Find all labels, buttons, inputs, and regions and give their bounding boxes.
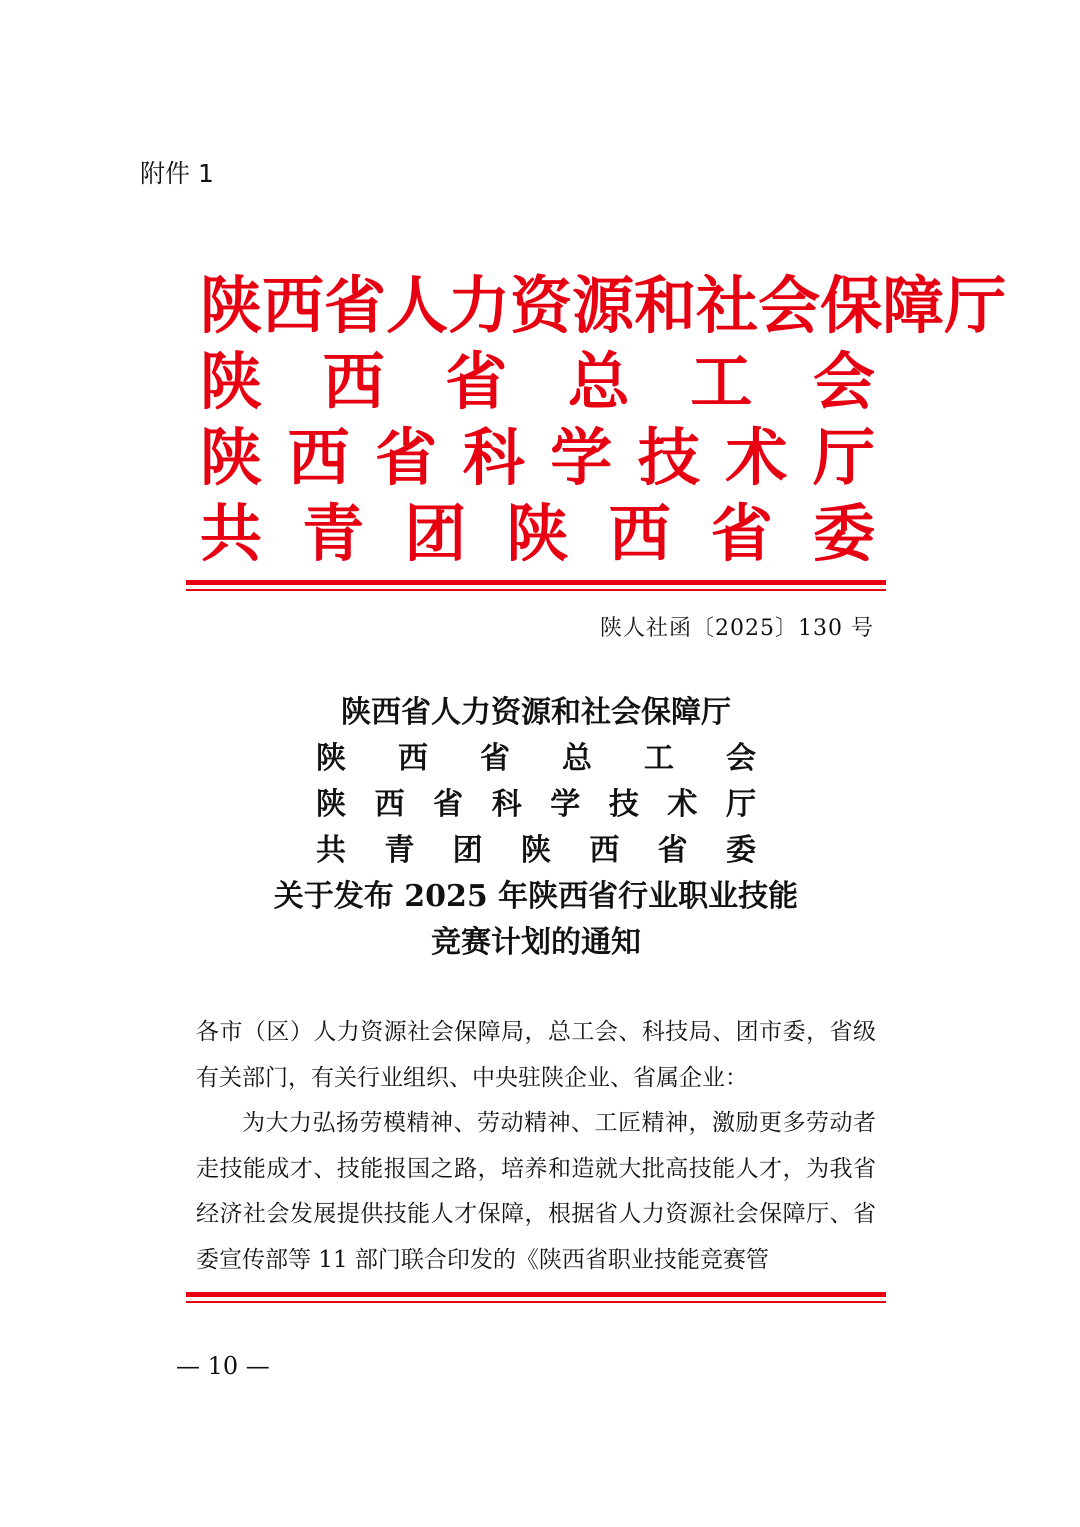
header-char: 厅 <box>812 421 875 494</box>
header-char: 工 <box>690 345 753 418</box>
body-paragraph: 为大力弘扬劳模精神、劳动精神、工匠精神，激励更多劳动者走技能成才、技能报国之路，培养和造就大批高技能人才，为我省经济社会发展提供技能人才保障，根据省人力资源社会保障厅、省委宣传部等 11 部门联合印发的《陕西省职业技能竞赛管 <box>196 1110 876 1273</box>
header-char: 陕 <box>200 345 263 418</box>
title-char: 陕 <box>316 741 346 776</box>
footer-divider-thin <box>186 1301 886 1303</box>
title-char: 西 <box>589 833 620 868</box>
title-char: 技 <box>608 787 639 822</box>
title-org-line <box>316 736 756 782</box>
header-char: 西 <box>608 497 671 570</box>
page-number: — 10 — <box>176 1352 270 1380</box>
header-char: 西 <box>287 421 350 494</box>
header-org-science <box>200 420 875 496</box>
header-char: 陕 <box>506 497 569 570</box>
document-number: 陕人社函〔2025〕130 号 <box>600 616 874 641</box>
title-subject-line: 竞赛计划的通知 <box>431 925 641 960</box>
header-char: 共 <box>200 497 263 570</box>
header-char: 科 <box>462 421 525 494</box>
title-char: 学 <box>550 787 581 822</box>
header-char: 资 <box>510 269 573 342</box>
header-char: 和 <box>634 269 697 342</box>
header-char: 源 <box>572 269 635 342</box>
header-divider-thin <box>186 589 886 591</box>
header-char: 会 <box>812 345 875 418</box>
header-char: 省 <box>445 345 508 418</box>
title-char: 西 <box>398 741 428 776</box>
header-char: 委 <box>812 497 875 570</box>
document-body <box>196 1010 876 1283</box>
title-char: 工 <box>644 741 674 776</box>
header-char: 人 <box>386 269 449 342</box>
title-char: 委 <box>725 833 756 868</box>
header-char: 陕 <box>200 269 263 342</box>
header-char: 厅 <box>944 269 1007 342</box>
header-char: 会 <box>758 269 821 342</box>
header-char: 团 <box>404 497 467 570</box>
header-char: 省 <box>710 497 773 570</box>
header-divider-thick <box>186 580 886 585</box>
header-char: 障 <box>882 269 945 342</box>
document-title <box>256 690 816 966</box>
attachment-label: 附件 1 <box>140 159 214 188</box>
header-char: 青 <box>302 497 365 570</box>
header-org-union <box>200 344 875 420</box>
title-char: 省 <box>657 833 688 868</box>
title-char: 总 <box>562 741 592 776</box>
header-char: 陕 <box>200 421 263 494</box>
title-char: 科 <box>491 787 522 822</box>
header-char: 学 <box>550 421 613 494</box>
title-char: 青 <box>384 833 415 868</box>
title-char: 术 <box>667 787 698 822</box>
title-char: 团 <box>452 833 483 868</box>
footer-divider-thick <box>186 1292 886 1297</box>
header-char: 西 <box>322 345 385 418</box>
title-char: 陕 <box>520 833 551 868</box>
title-char: 省 <box>480 741 510 776</box>
header-char: 力 <box>448 269 511 342</box>
title-char: 陕 <box>316 787 346 822</box>
header-org-hrss <box>200 268 1007 344</box>
header-char: 省 <box>324 269 387 342</box>
title-char: 西 <box>374 787 405 822</box>
title-char: 厅 <box>725 787 756 822</box>
header-char: 社 <box>696 269 759 342</box>
title-org-line <box>316 828 756 874</box>
title-subject-line: 关于发布 2025 年陕西省行业职业技能 <box>273 879 799 914</box>
red-header-orgs <box>200 268 1007 572</box>
header-char: 术 <box>725 421 788 494</box>
header-char: 总 <box>567 345 630 418</box>
title-org-line <box>316 782 756 828</box>
title-char: 省 <box>433 787 464 822</box>
title-org-line: 陕西省人力资源和社会保障厅 <box>341 695 731 730</box>
addressees: 各市（区）人力资源社会保障局，总工会、科技局、团市委，省级有关部门，有关行业组织、中央驻陕企业、省属企业： <box>196 1019 876 1091</box>
header-org-youth-league <box>200 496 875 572</box>
header-char: 保 <box>820 269 883 342</box>
title-char: 会 <box>726 741 756 776</box>
header-char: 西 <box>262 269 325 342</box>
header-char: 省 <box>375 421 438 494</box>
title-char: 共 <box>316 833 346 868</box>
header-char: 技 <box>637 421 700 494</box>
